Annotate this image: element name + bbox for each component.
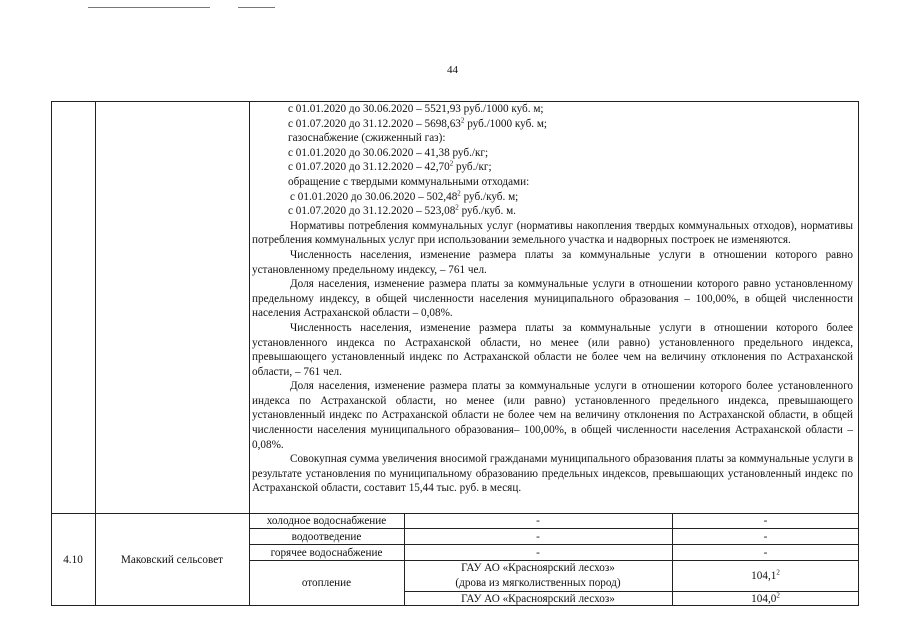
row-divider	[249, 544, 859, 545]
supplier-dash: -	[536, 531, 540, 543]
supplier-name: ГАУ АО «Красноярский лесхоз»	[461, 593, 615, 605]
row-divider	[404, 591, 859, 592]
row-divider	[51, 513, 859, 514]
value-dash: -	[763, 531, 768, 543]
heating-supplier	[404, 593, 672, 606]
row-divider	[249, 528, 859, 529]
text-line: с 01.07.2020 до 31.12.2020 – 523,08$^2$ руб./куб. м.	[288, 203, 516, 218]
scan-artifact-line	[88, 7, 210, 8]
paragraph: Совокупная сумма увеличения вносимой гражданами муниципального образования платы за коммунальные услуги в результате установления по муниципальному образованию предельных индексов, превышающих установленный индекс по Астраханской области, составит 15,44 тыс. руб. в месяц.	[252, 453, 853, 495]
tariff-description	[252, 102, 853, 496]
supplier-name: ГАУ АО «Красноярский лесхоз»	[461, 562, 615, 574]
service-cold-water: холодное водоснабжение	[266, 515, 387, 527]
heating-index-value: 104,1$^2$	[751, 568, 780, 582]
text-line: с 01.01.2020 до 30.06.2020 – 41,38 руб./кг;	[288, 146, 489, 159]
text-line: обращение с твердыми коммунальными отходами:	[288, 175, 530, 188]
value-dash: -	[763, 547, 768, 559]
paragraph: Численность населения, изменение размера платы за коммунальные услуги в отношении которого равно установленному предельному индексу, – 761 чел.	[252, 248, 853, 276]
text-line: с 01.01.2020 до 30.06.2020 – 5521,93 руб./1000 куб. м;	[288, 103, 544, 115]
paragraph: Доля населения, изменение размера платы за коммунальные услуги в отношении которого более установленного индекса по Астраханской области, но менее (или равно) установленного предельного индекса, превышающего установленный индекс по Астраханской области не более чем на величину отклонения по Астраханской области, в общей численности населения муниципального образования– 100,00%, в общей численности населения Астраханской области – 0,08%.	[252, 380, 853, 451]
supplier-fuel: (дрова из мягколиственных пород)	[455, 577, 621, 589]
heating-index-value: 104,0$^2$	[751, 591, 780, 605]
text-line: с 01.07.2020 до 31.12.2020 – 42,70$^2$ руб./кг;	[288, 159, 492, 174]
paragraph: Численность населения, изменение размера платы за коммунальные услуги в отношении которого более установленного индекса по Астраханской области, но менее (или равно) установленного предельного индекса, превышающего установленный индекс по Астраханской области не более чем на величину отклонения по Астраханской области, – 761 чел.	[252, 321, 853, 378]
col-divider	[95, 101, 96, 606]
service-hot-water: горячее водоснабжение	[270, 547, 383, 559]
service-heating: отопление	[301, 577, 352, 589]
row-number: 4.10	[63, 554, 83, 566]
service-sewerage: водоотведение	[291, 531, 362, 543]
paragraph: Доля населения, изменение размера платы за коммунальные услуги в отношении которого равно установленному предельному индексу, в общей численности населения муниципального образования – 100,00%, в общей численности населения Астраханской области – 0,08%.	[252, 278, 853, 320]
page-number: 44	[447, 64, 458, 76]
scan-artifact-line	[238, 7, 275, 8]
supplier-dash: -	[536, 547, 540, 559]
text-line: с 01.07.2020 до 31.12.2020 – 5698,63$^2$ руб./1000 куб. м;	[288, 115, 548, 130]
supplier-dash: -	[536, 515, 540, 527]
text-line: газоснабжение (сжиженный газ):	[288, 132, 446, 145]
municipality-name: Маковский сельсовет	[120, 554, 224, 566]
value-dash: -	[763, 515, 768, 527]
heating-supplier	[404, 562, 672, 590]
paragraph: Нормативы потребления коммунальных услуг (нормативы накопления твердых коммунальных отходов), нормативы потребления коммунальных услуг при использовании земельного участка и надворных построек не изменяются.	[252, 219, 853, 247]
text-line: с 01.01.2020 до 30.06.2020 – 502,48$^2$ руб./куб. м;	[290, 188, 519, 203]
row-divider	[249, 560, 859, 561]
